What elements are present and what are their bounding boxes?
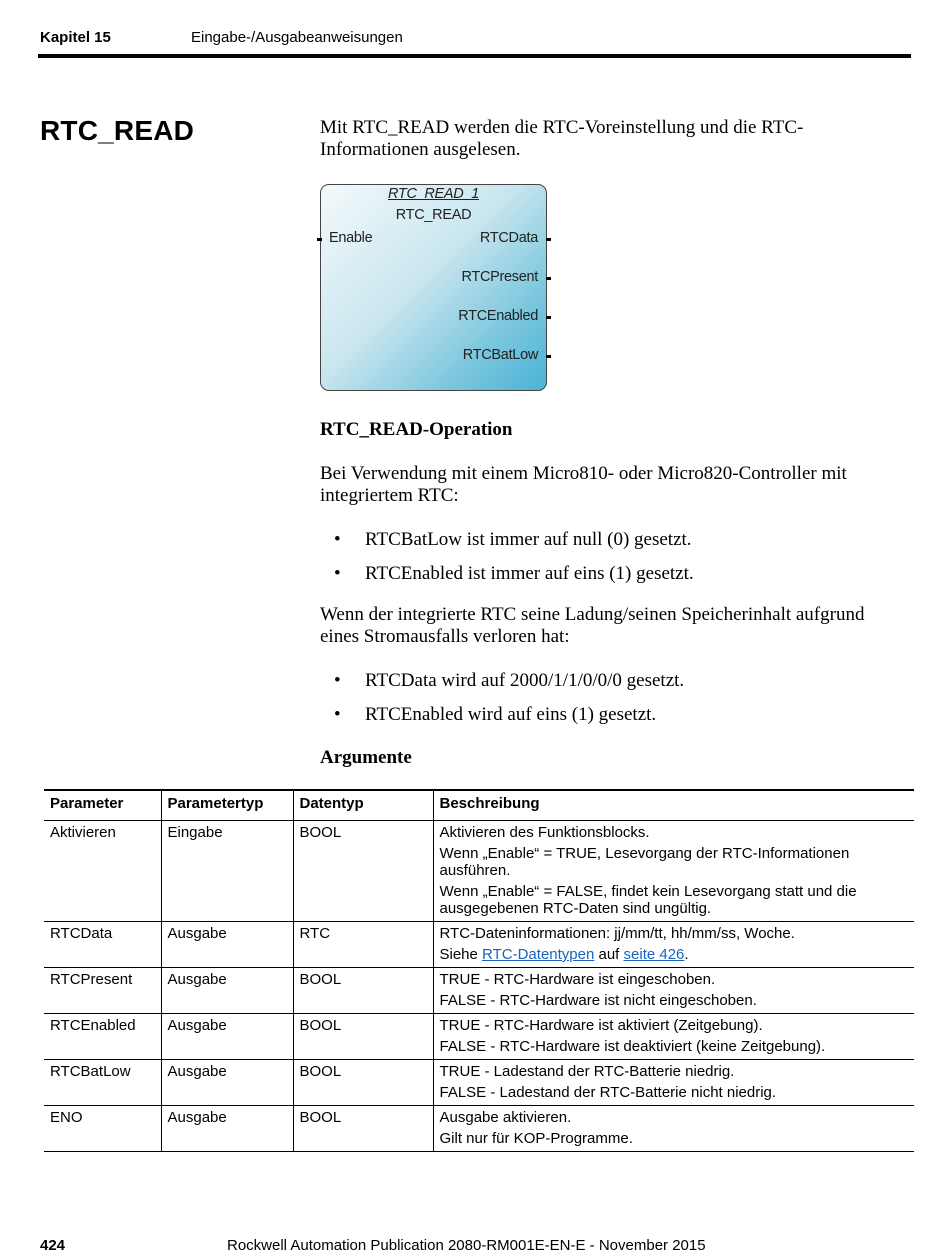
description-line: Ausgabe aktivieren. (439, 1109, 572, 1126)
reference-suffix: . (684, 946, 689, 963)
bullet-icon: • (334, 704, 341, 725)
bullet-list-1 (320, 529, 694, 597)
cell-beschreibung (433, 922, 914, 968)
description-line: FALSE - RTC-Hardware ist nicht eingeschoben. (439, 992, 757, 1009)
cell-parameter: RTCData (44, 922, 161, 968)
cell-beschreibung (433, 968, 914, 1014)
list-item-text: RTCEnabled ist immer auf eins (1) gesetzt. (365, 563, 694, 584)
page-title: RTC_READ (40, 115, 195, 146)
page-number: 424 (40, 1237, 66, 1254)
description-line: TRUE - RTC-Hardware ist eingeschoben. (439, 971, 716, 988)
cell-parametertyp: Ausgabe (161, 1060, 293, 1106)
description-line: FALSE - Ladestand der RTC-Batterie nicht niedrig. (439, 1084, 777, 1101)
cell-datentyp: BOOL (293, 968, 433, 1014)
function-block-diagram (320, 184, 547, 391)
header-divider (38, 54, 911, 58)
list-item (320, 704, 684, 738)
column-header-datentyp: Datentyp (293, 790, 433, 821)
function-block-instance-name: RTC_READ_1 (387, 186, 480, 202)
cell-beschreibung (433, 1106, 914, 1152)
cell-parameter: ENO (44, 1106, 161, 1152)
input-pin-connector (317, 238, 322, 241)
table-row (44, 1060, 914, 1106)
cell-parameter: RTCEnabled (44, 1014, 161, 1060)
column-header-parametertyp: Parametertyp (161, 790, 293, 821)
bullet-icon: • (334, 563, 341, 584)
cell-datentyp: BOOL (293, 821, 433, 922)
operation-paragraph-1: Bei Verwendung mit einem Micro810- oder Micro820-Controller mit integriertem RTC: (320, 463, 847, 506)
description-line: RTC-Dateninformationen: jj/mm/tt, hh/mm/ss, Woche. (439, 925, 795, 942)
reference-prefix: Siehe (439, 946, 483, 963)
reference-middle: auf (594, 946, 624, 963)
table-row (44, 821, 914, 922)
section-label: Eingabe-/Ausgabeanweisungen (191, 29, 403, 46)
table-row (44, 1106, 914, 1152)
list-item-text: RTCEnabled wird auf eins (1) gesetzt. (365, 704, 657, 725)
cell-beschreibung (433, 1060, 914, 1106)
bullet-icon: • (334, 529, 341, 550)
output-pin-rtcpresent: RTCPresent (461, 269, 538, 285)
description-reference-line (440, 946, 909, 963)
chapter-label: Kapitel 15 (40, 29, 111, 46)
cell-datentyp: BOOL (293, 1014, 433, 1060)
cell-parametertyp: Ausgabe (161, 1014, 293, 1060)
output-pin-connector (546, 238, 551, 241)
description-line: Wenn „Enable“ = TRUE, Lesevorgang der RTC-Informationen ausführen. (439, 845, 850, 879)
link-page-reference[interactable]: seite 426 (623, 946, 685, 963)
cell-datentyp: BOOL (293, 1060, 433, 1106)
cell-parametertyp: Eingabe (161, 821, 293, 922)
cell-datentyp: BOOL (293, 1106, 433, 1152)
cell-parameter: RTCPresent (44, 968, 161, 1014)
table-row (44, 968, 914, 1014)
description-line: FALSE - RTC-Hardware ist deaktiviert (keine Zeitgebung). (439, 1038, 826, 1055)
publication-info: Rockwell Automation Publication 2080-RM001E-EN-E - November 2015 (227, 1237, 706, 1254)
arguments-table (44, 789, 914, 1152)
cell-parametertyp: Ausgabe (161, 968, 293, 1014)
description-line: Wenn „Enable“ = FALSE, findet kein Lesevorgang statt und die ausgegebenen RTC-Daten sind ungültig. (439, 883, 857, 917)
link-rtc-datentypen[interactable]: RTC-Datentypen (482, 946, 595, 963)
output-pin-rtcdata: RTCData (479, 230, 538, 246)
intro-paragraph: Mit RTC_READ werden die RTC-Voreinstellung und die RTC-Informationen ausgelesen. (320, 117, 804, 160)
column-header-parameter: Parameter (44, 790, 161, 821)
operation-heading: RTC_READ-Operation (320, 419, 513, 440)
cell-parametertyp: Ausgabe (161, 1106, 293, 1152)
arguments-heading: Argumente (320, 747, 412, 768)
table-row (44, 922, 914, 968)
bullet-icon: • (334, 670, 341, 691)
description-line: TRUE - RTC-Hardware ist aktiviert (Zeitgebung). (439, 1017, 763, 1034)
operation-paragraph-2: Wenn der integrierte RTC seine Ladung/seinen Speicherinhalt aufgrund eines Stromausfalls verloren hat: (320, 604, 865, 647)
cell-beschreibung (433, 1014, 914, 1060)
list-item-text: RTCData wird auf 2000/1/1/0/0/0 gesetzt. (365, 670, 685, 691)
list-item (320, 529, 694, 563)
table-row (44, 1014, 914, 1060)
column-header-beschreibung: Beschreibung (433, 790, 914, 821)
bullet-list-2 (320, 670, 684, 738)
cell-parametertyp: Ausgabe (161, 922, 293, 968)
list-item-text: RTCBatLow ist immer auf null (0) gesetzt. (365, 529, 692, 550)
description-line: TRUE - Ladestand der RTC-Batterie niedrig. (439, 1063, 735, 1080)
cell-parameter: RTCBatLow (44, 1060, 161, 1106)
output-pin-connector (546, 355, 551, 358)
output-pin-rtcenabled: RTCEnabled (458, 308, 538, 324)
cell-datentyp: RTC (293, 922, 433, 968)
table-header-row (44, 790, 914, 821)
output-pin-rtcbatlow: RTCBatLow (462, 347, 538, 363)
function-block-type-name: RTC_READ (395, 207, 472, 223)
output-pin-connector (546, 316, 551, 319)
list-item (320, 563, 694, 597)
description-line: Gilt nur für KOP-Programme. (439, 1130, 633, 1147)
output-pin-connector (546, 277, 551, 280)
list-item (320, 670, 684, 704)
description-line: Aktivieren des Funktionsblocks. (439, 824, 650, 841)
input-pin-enable: Enable (329, 230, 373, 246)
cell-parameter: Aktivieren (44, 821, 161, 922)
cell-beschreibung (433, 821, 914, 922)
